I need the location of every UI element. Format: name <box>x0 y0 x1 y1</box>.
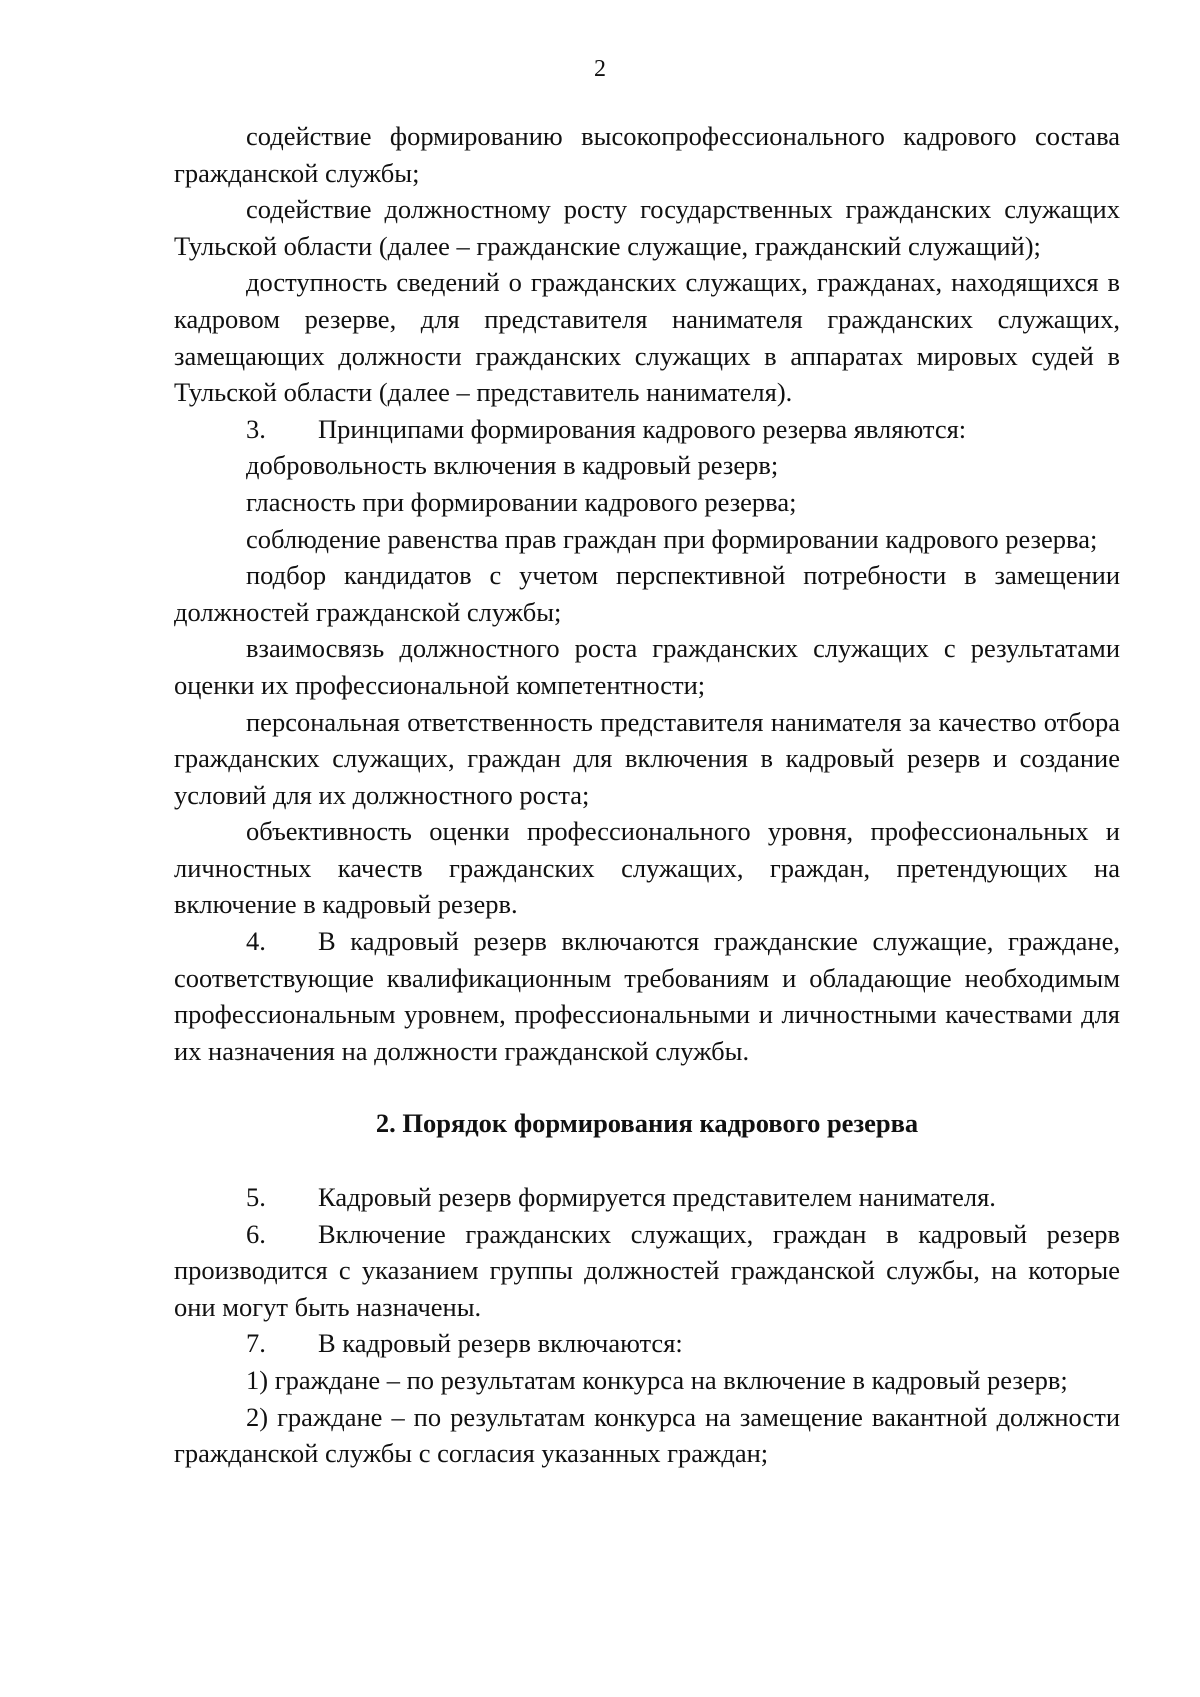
paragraph-number: 5. <box>246 1182 266 1213</box>
paragraph-text: В кадровый резерв включаются: <box>318 1328 683 1359</box>
paragraph: содействие формированию высокопрофессионального кадрового состава гражданской службы; <box>174 121 1120 188</box>
numbered-paragraph <box>174 1179 1120 1216</box>
numbered-paragraph <box>174 923 1120 1069</box>
paragraph-text: Кадровый резерв формируется представителем нанимателя. <box>318 1182 996 1213</box>
paragraph: содействие должностному росту государственных гражданских служащих Тульской области (далее – гражданские служащие, гражданский служащий); <box>174 194 1120 261</box>
document-body <box>174 118 1120 1472</box>
paragraph: добровольность включения в кадровый резерв; <box>246 450 779 481</box>
paragraph: доступность сведений о гражданских служащих, гражданах, находящихся в кадровом резерве, для представителя нанимателя гражданских служащих, замещающих должности гражданских служащих в аппаратах мировых судей в Тульской области (далее – представитель нанимателя). <box>174 267 1120 408</box>
numbered-paragraph <box>174 1216 1120 1326</box>
paragraph: подбор кандидатов с учетом перспективной потребности в замещении должностей гражданской службы; <box>174 560 1120 627</box>
section-heading: 2. Порядок формирования кадрового резерва <box>375 1108 919 1139</box>
paragraph-number: 3. <box>246 413 266 444</box>
paragraph: 1) граждане – по результатам конкурса на включение в кадровый резерв; <box>246 1365 1068 1395</box>
paragraph-number: 7. <box>246 1328 266 1359</box>
page-number: 2 <box>594 56 606 82</box>
paragraph: объективность оценки профессионального уровня, профессиональных и личностных качеств гражданских служащих, граждан, претендующих на включение в кадровый резерв. <box>174 816 1120 920</box>
numbered-paragraph <box>174 411 1120 448</box>
paragraph: персональная ответственность представителя нанимателя за качество отбора гражданских служащих, граждан для включения в кадровый резерв и создание условий для их должностного роста; <box>174 706 1120 810</box>
paragraph-number: 4. <box>246 926 266 957</box>
paragraph: гласность при формировании кадрового резерва; <box>246 486 797 517</box>
paragraph-text: Включение гражданских служащих, граждан в кадровый резерв производится с указанием группы должностей гражданской службы, на которые они могут быть назначены. <box>174 1218 1120 1322</box>
paragraph-text: Принципами формирования кадрового резерва являются: <box>318 413 967 444</box>
paragraph: соблюдение равенства прав граждан при формировании кадрового резерва; <box>246 523 1098 554</box>
paragraph-number: 6. <box>246 1218 266 1249</box>
paragraph: взаимосвязь должностного роста гражданских служащих с результатами оценки их профессиональной компетентности; <box>174 633 1120 700</box>
paragraph-text: В кадровый резерв включаются гражданские служащие, граждане, соответствующие квалификационным требованиям и обладающие необходимым профессиональным уровнем, профессиональными и личностными качествами для их назначения на должности гражданской службы. <box>174 926 1120 1066</box>
numbered-paragraph <box>174 1325 1120 1362</box>
paragraph: 2) граждане – по результатам конкурса на замещение вакантной должности гражданской службы с согласия указанных граждан; <box>174 1401 1120 1469</box>
